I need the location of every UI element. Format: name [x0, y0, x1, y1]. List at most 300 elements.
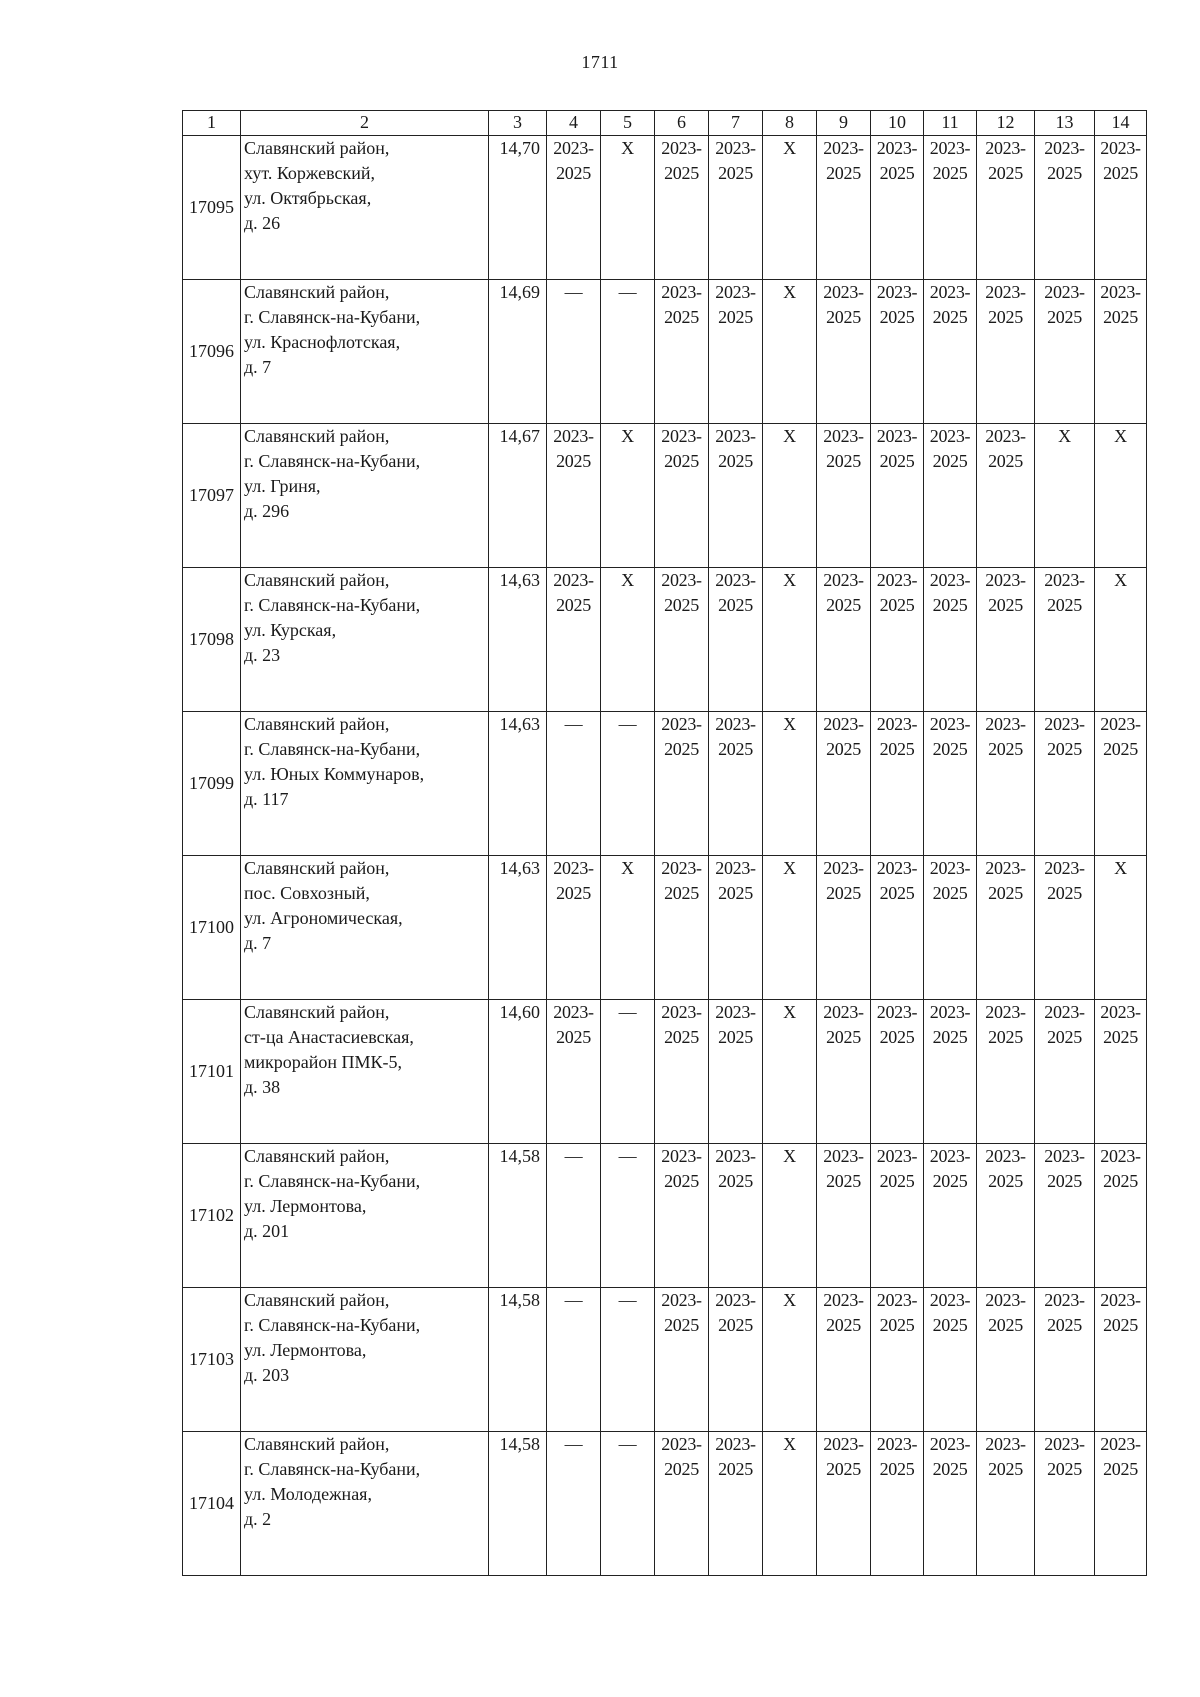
period-cell — [817, 1432, 871, 1576]
period-value: 2023- 2025 — [1100, 1290, 1141, 1335]
address-line: Славянский район, — [244, 1002, 390, 1022]
period-value: 2023- 2025 — [985, 426, 1026, 471]
period-cell — [547, 1432, 601, 1576]
row-id: 17100 — [183, 856, 241, 1000]
period-value: 2023- 2025 — [553, 1002, 594, 1047]
address-line: г. Славянск-на-Кубани, — [244, 307, 421, 327]
period-cell — [924, 568, 977, 712]
row-id: 17103 — [183, 1288, 241, 1432]
period-value: 2023- 2025 — [823, 1146, 864, 1191]
column-header: 3 — [489, 111, 547, 136]
period-value: 2023- 2025 — [876, 714, 918, 759]
period-value: 2023- 2025 — [929, 138, 971, 183]
column-header: 12 — [977, 111, 1035, 136]
page-number: 1711 — [581, 52, 619, 72]
period-value: 2023- 2025 — [823, 1434, 864, 1479]
address-line: Славянский район, — [244, 1434, 390, 1454]
period-value: Х — [783, 570, 796, 590]
period-cell — [817, 568, 871, 712]
period-value: 2023- 2025 — [661, 426, 702, 471]
period-cell — [817, 1288, 871, 1432]
period-value: 2023- 2025 — [1044, 1290, 1085, 1335]
row-id: 17104 — [183, 1432, 241, 1576]
period-cell — [1035, 280, 1095, 424]
period-cell — [977, 1144, 1035, 1288]
period-cell — [547, 1000, 601, 1144]
row-id: 17095 — [183, 136, 241, 280]
period-cell — [763, 1000, 817, 1144]
period-value: 2023- 2025 — [929, 1002, 971, 1047]
address-line: ул. Курская, — [244, 620, 337, 640]
address-line: г. Славянск-на-Кубани, — [244, 739, 421, 759]
address-line: Славянский район, — [244, 282, 390, 302]
address-line: пос. Совхозный, — [244, 883, 370, 903]
period-cell — [817, 424, 871, 568]
period-value: 2023- 2025 — [985, 282, 1026, 327]
period-value: 2023- 2025 — [661, 138, 702, 183]
table-header-row — [183, 111, 1147, 136]
period-value: Х — [783, 426, 796, 446]
row-id: 17102 — [183, 1144, 241, 1288]
period-cell — [1035, 712, 1095, 856]
address-line: г. Славянск-на-Кубани, — [244, 1171, 421, 1191]
period-cell — [871, 280, 924, 424]
period-value: 2023- 2025 — [1044, 858, 1085, 903]
period-cell — [1035, 1000, 1095, 1144]
period-value: Х — [621, 138, 634, 158]
period-value: 2023- 2025 — [715, 714, 756, 759]
period-cell — [977, 280, 1035, 424]
period-cell — [924, 1000, 977, 1144]
period-cell — [547, 856, 601, 1000]
period-cell — [871, 136, 924, 280]
period-value: 2023- 2025 — [715, 858, 756, 903]
period-cell — [763, 1144, 817, 1288]
address-cell — [241, 1144, 489, 1288]
period-cell — [817, 280, 871, 424]
period-cell — [709, 568, 763, 712]
period-cell — [817, 1144, 871, 1288]
period-cell — [655, 1000, 709, 1144]
address-line: Славянский район, — [244, 858, 390, 878]
period-value: 2023- 2025 — [823, 1290, 864, 1335]
period-value: 2023- 2025 — [661, 858, 702, 903]
area-cell: 14,63 — [489, 712, 547, 856]
period-value: 2023- 2025 — [985, 858, 1026, 903]
period-cell — [924, 136, 977, 280]
period-cell — [871, 1432, 924, 1576]
period-value: 2023- 2025 — [553, 138, 594, 183]
address-line: д. 296 — [244, 501, 290, 521]
table-row — [183, 712, 1147, 856]
period-cell — [924, 856, 977, 1000]
period-value: 2023- 2025 — [985, 570, 1026, 615]
address-line: ул. Лермонтова, — [244, 1196, 367, 1216]
address-line: д. 7 — [244, 357, 272, 377]
table-row — [183, 1000, 1147, 1144]
address-line: г. Славянск-на-Кубани, — [244, 451, 421, 471]
period-value: 2023- 2025 — [823, 282, 864, 327]
table-row — [183, 1288, 1147, 1432]
period-value: 2023- 2025 — [1044, 138, 1085, 183]
period-value: Х — [621, 426, 634, 446]
table-row — [183, 424, 1147, 568]
period-value: 2023- 2025 — [985, 714, 1026, 759]
period-value: 2023- 2025 — [1100, 1434, 1141, 1479]
period-value: 2023- 2025 — [876, 426, 918, 471]
period-cell — [655, 1144, 709, 1288]
period-cell — [547, 424, 601, 568]
area-cell: 14,58 — [489, 1288, 547, 1432]
period-cell — [763, 280, 817, 424]
period-value: Х — [783, 858, 796, 878]
period-value: Х — [1114, 858, 1127, 878]
period-cell — [924, 280, 977, 424]
period-value: 2023- 2025 — [1044, 1434, 1085, 1479]
period-cell — [763, 712, 817, 856]
period-cell — [601, 856, 655, 1000]
period-cell — [977, 712, 1035, 856]
period-value: 2023- 2025 — [661, 1146, 702, 1191]
period-cell — [709, 136, 763, 280]
period-value: 2023- 2025 — [1044, 1146, 1085, 1191]
address-line: Славянский район, — [244, 1290, 390, 1310]
period-cell — [871, 1288, 924, 1432]
period-value: Х — [783, 1002, 796, 1022]
period-value: Х — [621, 570, 634, 590]
address-line: Славянский район, — [244, 426, 390, 446]
table-body — [183, 111, 1147, 1576]
period-value: 2023- 2025 — [715, 1002, 756, 1047]
period-cell — [601, 1432, 655, 1576]
period-cell — [655, 856, 709, 1000]
period-value: 2023- 2025 — [823, 570, 864, 615]
period-value: 2023- 2025 — [553, 858, 594, 903]
address-cell — [241, 136, 489, 280]
period-value: 2023- 2025 — [823, 1002, 864, 1047]
period-value: 2023- 2025 — [553, 570, 594, 615]
period-cell — [924, 1432, 977, 1576]
period-value: 2023- 2025 — [715, 570, 756, 615]
period-cell — [655, 424, 709, 568]
address-line: ул. Агрономическая, — [244, 908, 403, 928]
address-cell — [241, 1432, 489, 1576]
period-cell — [871, 856, 924, 1000]
period-cell — [655, 280, 709, 424]
address-cell — [241, 1288, 489, 1432]
period-cell — [655, 1288, 709, 1432]
period-value: Х — [783, 282, 796, 302]
address-cell — [241, 424, 489, 568]
period-cell — [817, 712, 871, 856]
period-value: 2023- 2025 — [661, 282, 702, 327]
period-value: Х — [1114, 426, 1127, 446]
period-value: 2023- 2025 — [985, 1290, 1026, 1335]
address-line: д. 7 — [244, 933, 272, 953]
period-cell — [655, 136, 709, 280]
column-header: 5 — [601, 111, 655, 136]
table-row — [183, 280, 1147, 424]
period-value: Х — [783, 138, 796, 158]
address-line: д. 23 — [244, 645, 281, 665]
address-line: д. 117 — [244, 789, 289, 809]
period-cell — [601, 568, 655, 712]
period-value: 2023- 2025 — [876, 570, 918, 615]
period-cell — [547, 1144, 601, 1288]
period-cell — [601, 1000, 655, 1144]
area-cell: 14,58 — [489, 1432, 547, 1576]
address-line: г. Славянск-на-Кубани, — [244, 1315, 421, 1335]
period-cell — [817, 136, 871, 280]
period-cell — [763, 424, 817, 568]
address-line: Славянский район, — [244, 1146, 390, 1166]
period-cell — [871, 1144, 924, 1288]
row-id: 17098 — [183, 568, 241, 712]
address-line: ул. Краснофлотская, — [244, 332, 401, 352]
period-value: 2023- 2025 — [1100, 714, 1141, 759]
period-cell — [655, 1432, 709, 1576]
period-value: 2023- 2025 — [929, 858, 971, 903]
period-cell — [924, 1288, 977, 1432]
row-id: 17096 — [183, 280, 241, 424]
period-value: — — [618, 1146, 637, 1166]
period-value: 2023- 2025 — [985, 138, 1026, 183]
period-value: 2023- 2025 — [929, 714, 971, 759]
period-cell — [709, 1144, 763, 1288]
period-value: Х — [783, 1146, 796, 1166]
period-cell — [977, 1288, 1035, 1432]
period-cell — [871, 1000, 924, 1144]
period-value: 2023- 2025 — [715, 1146, 756, 1191]
address-line: д. 203 — [244, 1365, 290, 1385]
period-value: 2023- 2025 — [715, 1434, 756, 1479]
address-line: ул. Молодежная, — [244, 1484, 372, 1504]
period-value: Х — [1058, 426, 1071, 446]
address-line: микрорайон ПМК-5, — [244, 1052, 403, 1072]
period-cell — [763, 856, 817, 1000]
address-line: ул. Юных Коммунаров, — [244, 764, 425, 784]
address-cell — [241, 568, 489, 712]
period-cell — [1095, 568, 1147, 712]
period-cell — [763, 568, 817, 712]
period-value: 2023- 2025 — [553, 426, 594, 471]
period-cell — [1095, 1000, 1147, 1144]
period-value: — — [618, 1434, 637, 1454]
period-value: 2023- 2025 — [715, 282, 756, 327]
column-header: 14 — [1095, 111, 1147, 136]
period-value: 2023- 2025 — [661, 570, 702, 615]
period-cell — [601, 280, 655, 424]
period-cell — [871, 568, 924, 712]
area-cell: 14,63 — [489, 856, 547, 1000]
period-value: 2023- 2025 — [876, 1002, 918, 1047]
column-header: 4 — [547, 111, 601, 136]
period-cell — [1035, 136, 1095, 280]
period-value: 2023- 2025 — [715, 426, 756, 471]
period-cell — [977, 1000, 1035, 1144]
period-cell — [924, 424, 977, 568]
column-header: 9 — [817, 111, 871, 136]
period-value: — — [618, 714, 637, 734]
area-cell: 14,67 — [489, 424, 547, 568]
period-cell — [1035, 1288, 1095, 1432]
period-cell — [977, 136, 1035, 280]
period-value: 2023- 2025 — [823, 426, 864, 471]
address-line: Славянский район, — [244, 714, 390, 734]
period-value: 2023- 2025 — [876, 1434, 918, 1479]
table-row — [183, 136, 1147, 280]
period-cell — [547, 1288, 601, 1432]
period-value: 2023- 2025 — [661, 714, 702, 759]
period-value: 2023- 2025 — [876, 858, 918, 903]
area-cell: 14,60 — [489, 1000, 547, 1144]
period-cell — [763, 1432, 817, 1576]
period-value: Х — [783, 1290, 796, 1310]
period-cell — [1095, 1144, 1147, 1288]
period-value: 2023- 2025 — [985, 1434, 1026, 1479]
period-cell — [709, 1000, 763, 1144]
period-cell — [924, 1144, 977, 1288]
address-line: ул. Лермонтова, — [244, 1340, 367, 1360]
period-value: 2023- 2025 — [823, 858, 864, 903]
row-id: 17101 — [183, 1000, 241, 1144]
period-value: 2023- 2025 — [823, 138, 864, 183]
area-cell: 14,63 — [489, 568, 547, 712]
period-value: 2023- 2025 — [876, 1290, 918, 1335]
period-cell — [977, 1432, 1035, 1576]
period-value: — — [618, 1290, 637, 1310]
period-cell — [1095, 280, 1147, 424]
period-value: 2023- 2025 — [823, 714, 864, 759]
period-cell — [1035, 1432, 1095, 1576]
period-cell — [655, 712, 709, 856]
period-cell — [709, 280, 763, 424]
period-cell — [1035, 424, 1095, 568]
address-line: ул. Гриня, — [244, 476, 321, 496]
table-row — [183, 1144, 1147, 1288]
period-cell — [1035, 856, 1095, 1000]
period-value: Х — [783, 1434, 796, 1454]
address-line: г. Славянск-на-Кубани, — [244, 595, 421, 615]
row-id: 17099 — [183, 712, 241, 856]
period-value: — — [564, 1146, 583, 1166]
period-value: 2023- 2025 — [1100, 1002, 1141, 1047]
row-id: 17097 — [183, 424, 241, 568]
period-value: Х — [621, 858, 634, 878]
column-header: 1 — [183, 111, 241, 136]
period-cell — [1095, 424, 1147, 568]
period-cell — [924, 712, 977, 856]
table-row — [183, 568, 1147, 712]
period-cell — [547, 136, 601, 280]
period-cell — [977, 424, 1035, 568]
period-cell — [547, 568, 601, 712]
column-header: 13 — [1035, 111, 1095, 136]
period-value: 2023- 2025 — [876, 282, 918, 327]
area-cell: 14,70 — [489, 136, 547, 280]
address-line: г. Славянск-на-Кубани, — [244, 1459, 421, 1479]
period-cell — [871, 712, 924, 856]
address-cell — [241, 280, 489, 424]
address-line: д. 38 — [244, 1077, 281, 1097]
address-line: д. 2 — [244, 1509, 272, 1529]
registry-table — [182, 110, 1147, 1576]
column-header: 7 — [709, 111, 763, 136]
period-value: 2023- 2025 — [1044, 1002, 1085, 1047]
period-cell — [1095, 856, 1147, 1000]
period-cell — [709, 856, 763, 1000]
period-cell — [1095, 1288, 1147, 1432]
period-value: 2023- 2025 — [661, 1434, 702, 1479]
address-line: ст-ца Анастасиевская, — [244, 1027, 414, 1047]
period-value: 2023- 2025 — [1044, 714, 1085, 759]
area-cell: 14,58 — [489, 1144, 547, 1288]
address-cell — [241, 712, 489, 856]
period-cell — [817, 1000, 871, 1144]
period-value: — — [618, 282, 637, 302]
address-line: д. 201 — [244, 1221, 290, 1241]
address-line: Славянский район, — [244, 138, 390, 158]
period-value: 2023- 2025 — [715, 138, 756, 183]
period-value: — — [564, 1290, 583, 1310]
period-cell — [1035, 568, 1095, 712]
period-value: 2023- 2025 — [929, 426, 971, 471]
period-value: — — [618, 1002, 637, 1022]
address-cell — [241, 856, 489, 1000]
column-header: 2 — [241, 111, 489, 136]
period-value: 2023- 2025 — [1044, 282, 1085, 327]
column-header: 8 — [763, 111, 817, 136]
period-value: 2023- 2025 — [876, 138, 918, 183]
period-cell — [655, 568, 709, 712]
column-header: 11 — [924, 111, 977, 136]
period-value: 2023- 2025 — [876, 1146, 918, 1191]
period-value: 2023- 2025 — [985, 1146, 1026, 1191]
column-header: 10 — [871, 111, 924, 136]
period-value: Х — [1114, 570, 1127, 590]
period-cell — [547, 712, 601, 856]
period-value: 2023- 2025 — [929, 1146, 971, 1191]
period-value: 2023- 2025 — [929, 1434, 971, 1479]
period-cell — [709, 712, 763, 856]
period-cell — [601, 1288, 655, 1432]
period-value: 2023- 2025 — [1044, 570, 1085, 615]
period-value: 2023- 2025 — [1100, 138, 1141, 183]
period-cell — [977, 856, 1035, 1000]
period-value: — — [564, 282, 583, 302]
address-line: д. 26 — [244, 213, 281, 233]
column-header: 6 — [655, 111, 709, 136]
period-cell — [709, 1432, 763, 1576]
period-value: 2023- 2025 — [715, 1290, 756, 1335]
address-line: хут. Коржевский, — [244, 163, 376, 183]
period-cell — [1095, 1432, 1147, 1576]
area-cell: 14,69 — [489, 280, 547, 424]
address-line: Славянский район, — [244, 570, 390, 590]
period-value: 2023- 2025 — [929, 570, 971, 615]
period-value: 2023- 2025 — [929, 1290, 971, 1335]
period-cell — [601, 712, 655, 856]
period-cell — [601, 1144, 655, 1288]
address-line: ул. Октябрьская, — [244, 188, 372, 208]
period-cell — [547, 280, 601, 424]
period-cell — [1035, 1144, 1095, 1288]
period-value: 2023- 2025 — [661, 1290, 702, 1335]
period-cell — [1095, 712, 1147, 856]
period-cell — [601, 136, 655, 280]
table-row — [183, 1432, 1147, 1576]
period-value: — — [564, 714, 583, 734]
